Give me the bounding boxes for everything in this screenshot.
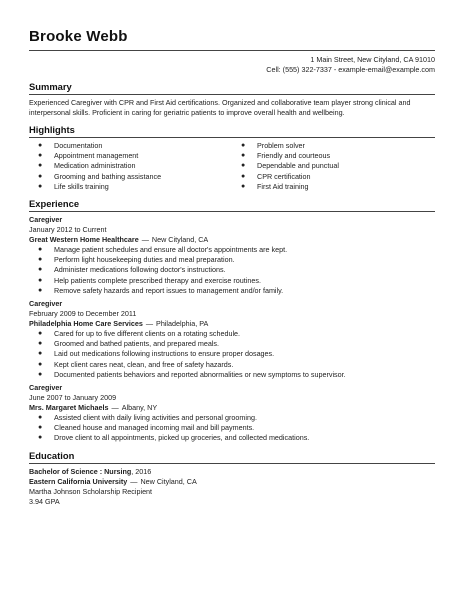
duty-item: ● Administer medications following doctor's instructions. (38, 265, 226, 275)
dash-icon: — (141, 235, 149, 245)
highlight-item: ● Friendly and courteous (241, 151, 331, 161)
highlights-divider (29, 137, 435, 138)
honor-line: Martha Johnson Scholarship Recipient (29, 486, 153, 496)
job-employer-line (29, 319, 435, 329)
duty-item: ● Assisted client with daily living activities and personal grooming. (38, 413, 257, 423)
dash-icon: — (111, 403, 119, 413)
bullet-icon: ● (241, 172, 246, 180)
highlights-list (29, 141, 435, 192)
bullet-icon: ● (38, 276, 43, 284)
bullet-icon: ● (38, 246, 43, 254)
bullet-icon: ● (38, 330, 43, 338)
job-entry (29, 215, 435, 296)
bullet-icon: ● (241, 182, 246, 190)
gpa-line: 3.94 GPA (29, 496, 60, 506)
duty-item: ● Remove safety hazards and report issues to management and/or family. (38, 285, 284, 295)
job-location: New Cityland, CA (151, 235, 209, 245)
highlight-item: ● CPR certification (241, 171, 311, 181)
duty-item: ● Cared for up to five different clients on a rotating schedule. (38, 329, 241, 339)
highlight-item: ● Appointment management (38, 151, 139, 161)
duties-list (29, 329, 435, 380)
duty-item: ● Help patients complete prescribed therapy and exercise routines. (38, 275, 261, 285)
bullet-icon: ● (38, 256, 43, 264)
candidate-name: Brooke Webb (29, 28, 128, 45)
school-line (29, 477, 435, 487)
header-divider (29, 50, 435, 51)
duty-item: ● Cleaned house and managed incoming mail and bill payments. (38, 423, 255, 433)
bullet-icon: ● (38, 350, 43, 358)
duty-item: ● Perform light housekeeping duties and meal preparation. (38, 255, 235, 265)
bullet-icon: ● (241, 162, 246, 170)
duties-list (29, 245, 435, 296)
summary-divider (29, 94, 435, 95)
education-heading: Education (29, 449, 75, 461)
experience-heading: Experience (29, 198, 80, 210)
field-of-study: Nursing (104, 466, 132, 476)
duty-item: ● Drove client to all appointments, picked up groceries, and collected medications. (38, 433, 310, 443)
bullet-icon: ● (38, 340, 43, 348)
experience-divider (29, 211, 435, 212)
job-title: Caregiver (29, 215, 63, 225)
duty-item: ● Groomed and bathed patients, and prepared meals. (38, 339, 220, 349)
bullet-icon: ● (38, 370, 43, 378)
bullet-icon: ● (38, 360, 43, 368)
highlight-item: ● Life skills training (38, 181, 109, 191)
bullet-icon: ● (38, 414, 43, 422)
dash-icon: — (130, 476, 138, 486)
highlight-item: ● Problem solver (241, 141, 305, 150)
employer-name: Great Western Home Healthcare (29, 235, 139, 245)
highlight-item: ● First Aid training (241, 181, 309, 191)
bullet-icon: ● (241, 152, 246, 160)
job-dates: February 2009 to December 2011 (29, 309, 137, 319)
highlight-item: ● Grooming and bathing assistance (38, 171, 162, 181)
bullet-icon: ● (38, 266, 43, 274)
contact-block (29, 55, 435, 75)
highlights-right-column (232, 141, 435, 192)
education-entry (29, 467, 435, 507)
duty-item: ● Kept client cares neat, clean, and free of safety hazards. (38, 359, 234, 369)
graduation-year: 2016 (135, 466, 152, 476)
school-location: New Cityland, CA (140, 476, 197, 486)
highlights-left-column (29, 141, 232, 192)
bullet-icon: ● (38, 172, 43, 180)
degree: Bachelor of Science (29, 466, 98, 476)
bullet-icon: ● (241, 142, 246, 149)
dash-icon: — (145, 319, 154, 329)
summary-heading: Summary (29, 81, 72, 92)
duty-item: ● Documented patients behaviors and reported abnormalities or new symptoms to supervisor. (38, 369, 346, 379)
bullet-icon: ● (38, 434, 43, 442)
degree-line: Bachelor of Science : Nursing, 2016 (29, 466, 152, 476)
bullet-icon: ● (38, 424, 43, 432)
job-location: Albany, NY (121, 403, 158, 413)
job-location: Philadelphia, PA (156, 319, 209, 329)
bullet-icon: ● (38, 182, 43, 190)
job-title: Caregiver (29, 383, 63, 393)
bullet-icon: ● (38, 286, 43, 294)
job-entry (29, 383, 435, 444)
school-name: Eastern California University (29, 476, 128, 486)
highlight-item: ● Documentation (38, 141, 103, 150)
education-divider (29, 463, 435, 464)
address-line: 1 Main Street, New Cityland, CA 91010 (310, 55, 435, 64)
highlights-heading: Highlights (29, 124, 75, 135)
highlight-item: ● Dependable and punctual (241, 161, 339, 171)
bullet-icon: ● (38, 142, 43, 149)
contact-line: Cell: (555) 322-7337 - example-email@example.com (266, 65, 435, 74)
bullet-icon: ● (38, 152, 43, 160)
duty-item: ● Manage patient schedules and ensure all doctor's appointments are kept. (38, 245, 288, 255)
employer-name: Mrs. Margaret Michaels (29, 403, 109, 413)
job-entry (29, 299, 435, 380)
duty-item: ● Laid out medications following instructions to ensure proper dosages. (38, 349, 275, 359)
summary-text: Experienced Caregiver with CPR and First Aid certifications. Organized and collaborative team player strong clinical and interpersonal skills. Proficient in caring for geriatric patients to improve overall health and wellbeing. (29, 98, 411, 117)
job-dates: January 2012 to Current (29, 225, 107, 235)
employer-name: Philadelphia Home Care Services (29, 319, 143, 329)
job-employer-line (29, 235, 435, 245)
highlight-item: ● Medication administration (38, 161, 136, 171)
duties-list (29, 413, 435, 444)
job-title: Caregiver (29, 299, 63, 309)
job-employer-line (29, 403, 435, 413)
bullet-icon: ● (38, 162, 43, 170)
job-dates: June 2007 to January 2009 (29, 393, 117, 403)
